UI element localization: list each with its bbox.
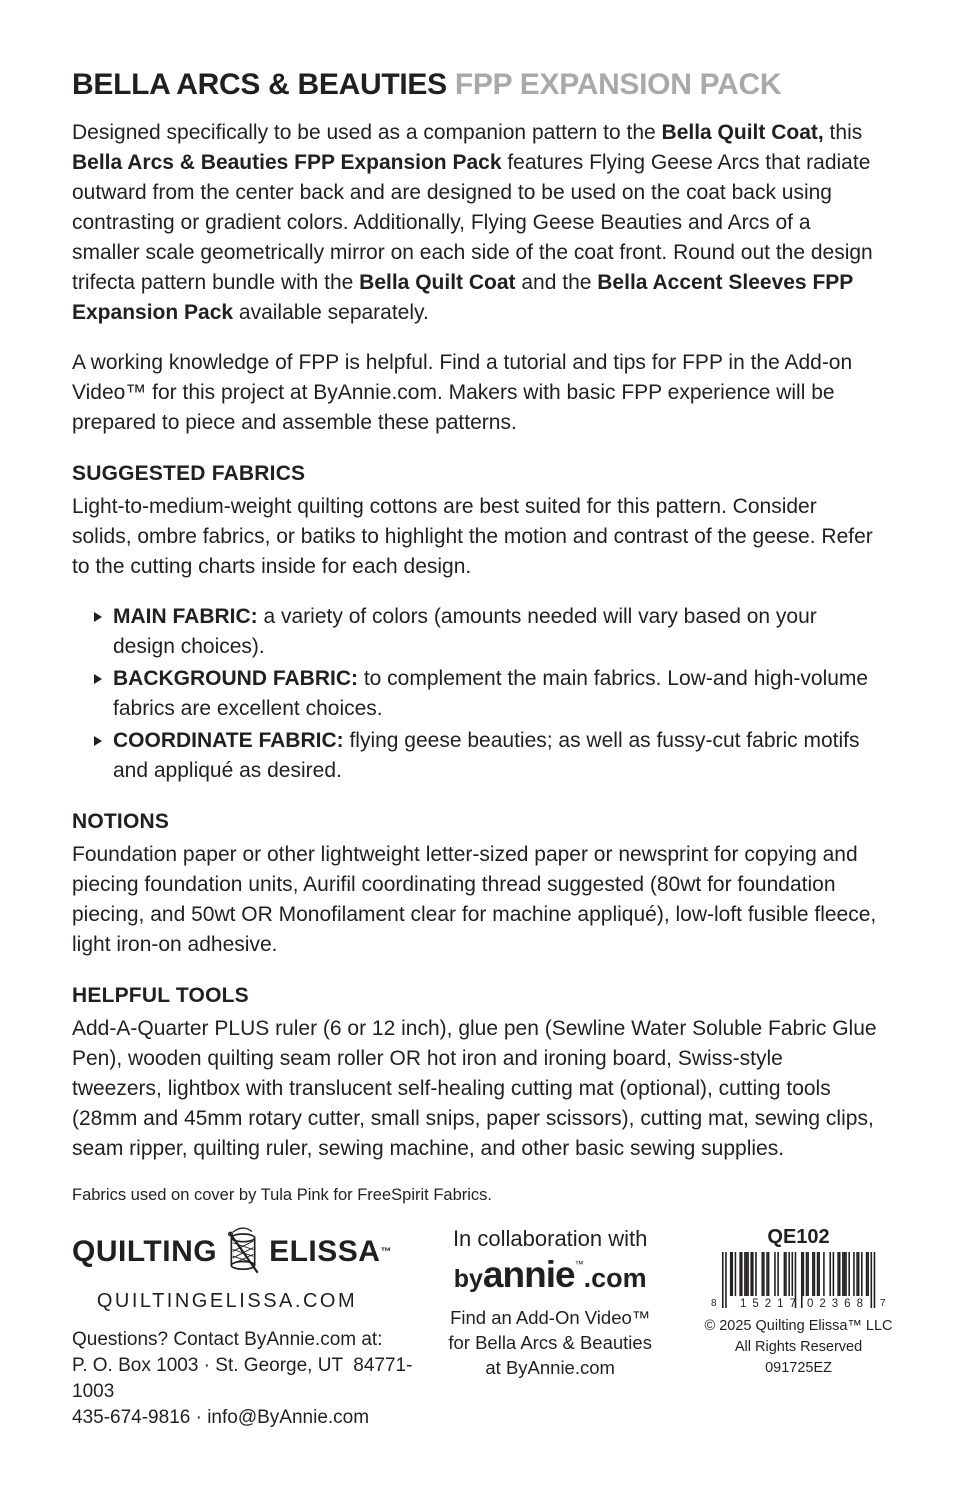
bullet-item-main-fabric <box>94 602 878 662</box>
page-title <box>72 68 878 102</box>
addon-video-line1: Find an Add-On Video™ <box>450 1307 651 1328</box>
barcode-digits-group2: 02368 <box>806 1298 869 1310</box>
quilting-elissa-logo-word1: QUILTING <box>72 1235 218 1268</box>
main-content <box>72 68 878 1206</box>
byannie-logo <box>427 1256 673 1293</box>
copyright-line3: 091725EZ <box>765 1360 832 1376</box>
quilting-elissa-logo <box>72 1224 415 1280</box>
byannie-logo-com: .com <box>583 1263 647 1293</box>
contact-line-phone-email: 435-674-9816 · info@ByAnnie.com <box>72 1407 370 1428</box>
byannie-logo-annie: annie <box>482 1254 575 1295</box>
trademark-symbol: ™ <box>574 1259 584 1269</box>
contact-line-address: P. O. Box 1003 · St. George, UT 84771-1003 <box>72 1355 413 1402</box>
page-title-main: BELLA ARCS & BEAUTIES <box>72 68 447 101</box>
section-heading-suggested-fabrics: SUGGESTED FABRICS <box>72 462 306 485</box>
cover-fabrics-note: Fabrics used on cover by Tula Pink for FreeSpirit Fabrics. <box>72 1186 492 1204</box>
quilting-elissa-logo-word2: ELISSA <box>269 1235 381 1268</box>
footer-byannie-column <box>427 1224 673 1380</box>
bullet-text: MAIN FABRIC: a variety of colors (amounts needed will vary based on your design choices). <box>113 605 817 658</box>
upc-barcode <box>708 1251 890 1315</box>
bullet-arrow-icon <box>94 674 102 684</box>
footer-barcode-column <box>699 1224 898 1378</box>
bullet-text: COORDINATE FABRIC: flying geese beauties; as well as fussy-cut fabric motifs and appliqué as desired. <box>113 729 860 782</box>
section-heading-helpful-tools: HELPFUL TOOLS <box>72 984 249 1007</box>
helpful-tools-paragraph: Add-A-Quarter PLUS ruler (6 or 12 inch), glue pen (Sewline Water Soluble Fabric Glue Pen), wooden quilting seam roller OR hot iron and ironing board, Swiss-style tweezers, lightbox with translucent self-healing cutting mat (optional), cutting tools (28mm and 45mm rotary cutter, small snips, paper scissors), cutting mat, sewing clips, seam ripper, quilting ruler, sewing machine, and other basic sewing supplies. <box>72 1017 877 1160</box>
thread-spool-icon <box>218 1224 268 1280</box>
barcode-digits-group1: 15217 <box>739 1298 802 1310</box>
page-title-subtitle: FPP EXPANSION PACK <box>446 68 782 101</box>
suggested-fabrics-paragraph: Light-to-medium-weight quilting cottons are best suited for this pattern. Consider solids, ombre fabrics, or batiks to highlight the motion and contrast of the geese. Refer to the cutting charts inside for each design. <box>72 495 873 578</box>
footer <box>72 1224 898 1431</box>
bullet-item-background-fabric <box>94 664 878 724</box>
byannie-logo-by: by <box>453 1265 483 1293</box>
bullet-item-coordinate-fabric <box>94 726 878 786</box>
bullet-text: BACKGROUND FABRIC: to complement the main fabrics. Low-and high-volume fabrics are excellent choices. <box>113 667 869 720</box>
bullet-arrow-icon <box>94 736 102 746</box>
collaboration-label: In collaboration with <box>452 1226 648 1251</box>
copyright-line1: © 2025 Quilting Elissa™ LLC <box>704 1318 893 1334</box>
trademark-symbol: ™ <box>380 1246 392 1258</box>
fabric-bullet-list <box>72 602 878 786</box>
barcode-left-digit: 8 <box>710 1298 717 1309</box>
bullet-arrow-icon <box>94 612 102 622</box>
addon-video-line3: at ByAnnie.com <box>485 1357 615 1378</box>
copyright-line2: All Rights Reserved <box>734 1339 863 1355</box>
product-sku: QE102 <box>767 1226 830 1248</box>
contact-line-questions: Questions? Contact ByAnnie.com at: <box>72 1329 383 1350</box>
addon-video-line2: for Bella Arcs & Beauties <box>448 1332 652 1353</box>
intro-paragraph-1: Designed specifically to be used as a companion pattern to the Bella Quilt Coat, this Bella Arcs & Beauties FPP Expansion Pack features Flying Geese Arcs that radiate outward from the center back and are designed to be used on the coat back using contrasting or gradient colors. Additionally, Flying Geese Beauties and Arcs of a smaller scale geometrically mirror on each side of the coat front. Round out the design trifecta pattern bundle with the Bella Quilt Coat and the Bella Accent Sleeves FPP Expansion Pack available separately. <box>72 121 873 324</box>
intro-paragraph-2: A working knowledge of FPP is helpful. Find a tutorial and tips for FPP in the Add-on Video™ for this project at ByAnnie.com. Makers with basic FPP experience will be prepared to piece and assemble these patterns. <box>72 351 853 434</box>
section-heading-notions: NOTIONS <box>72 810 170 833</box>
quilting-elissa-website: QUILTINGELISSA.COM <box>96 1290 358 1312</box>
barcode-right-digit: 7 <box>879 1298 886 1309</box>
notions-paragraph: Foundation paper or other lightweight letter-sized paper or newsprint for copying and piecing foundation units, Aurifil coordinating thread suggested (80wt for foundation piecing, and 50wt OR Monofilament clear for machine appliqué), low-loft fusible fleece, light iron-on adhesive. <box>72 843 877 956</box>
footer-quilting-elissa-column <box>72 1224 415 1431</box>
